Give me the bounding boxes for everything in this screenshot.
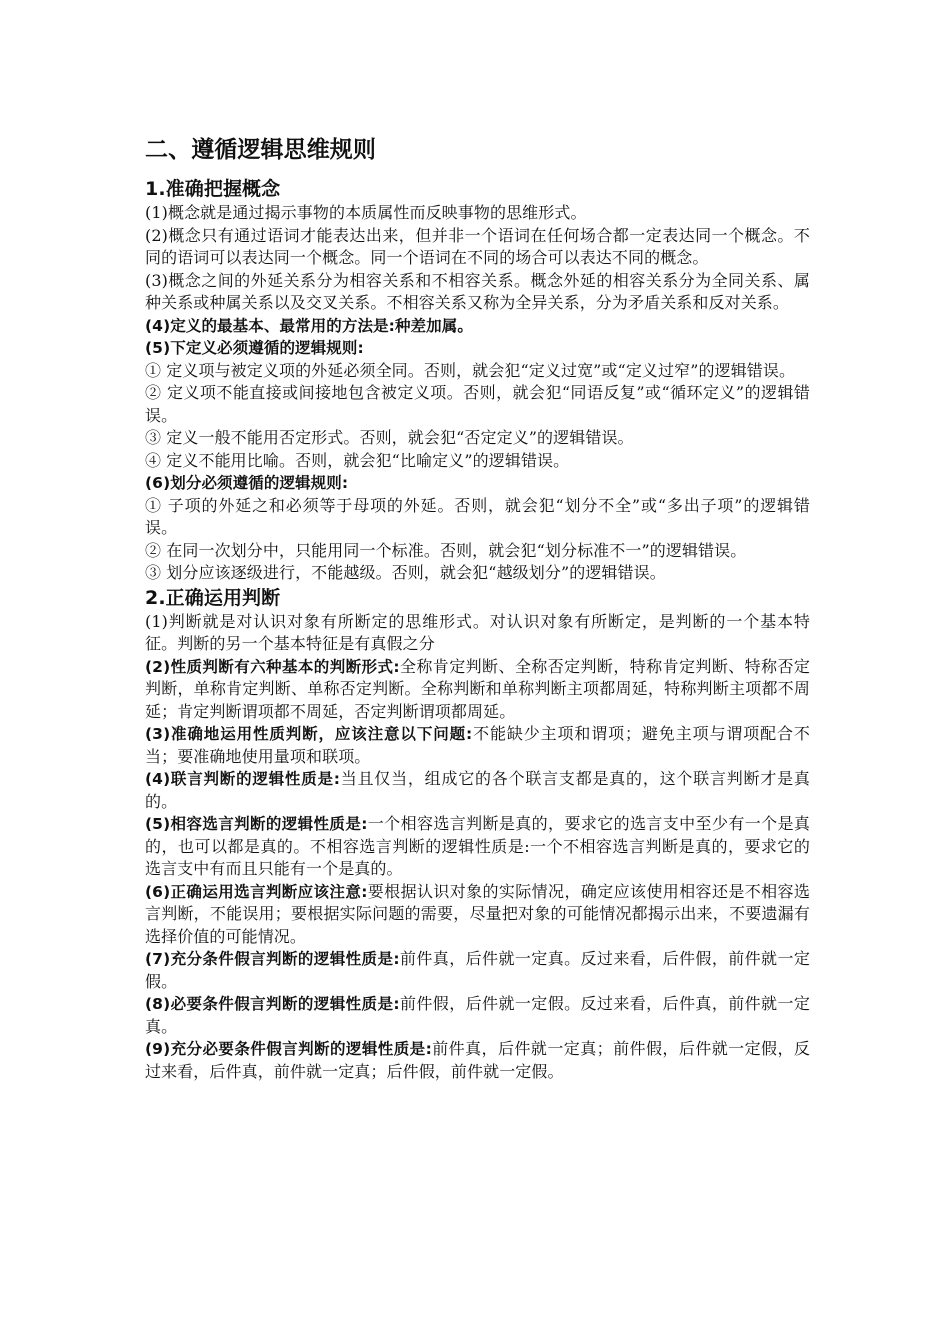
paragraph: (3)概念之间的外延关系分为相容关系和不相容关系。概念外延的相容关系分为全同关系、属种关系或种属关系以及交叉关系。不相容关系又称为全异关系，分为矛盾关系和反对关系。 bbox=[145, 270, 810, 312]
rule-item: ① 定义项与被定义项的外延必须全同。否则，就会犯“定义过宽”或“定义过窄”的逻辑错误。 bbox=[145, 360, 796, 380]
section-heading-concepts: 1.准确把握概念 bbox=[145, 178, 281, 200]
rule-item: ① 子项的外延之和必须等于母项的外延。否则，就会犯“划分不全”或“多出子项”的逻辑错误。 bbox=[145, 495, 810, 537]
page-title: 二、遵循逻辑思维规则 bbox=[145, 137, 376, 163]
bold-lead: (4)联言判断的逻辑性质是: bbox=[145, 770, 341, 788]
rule-item: ② 在同一次划分中，只能用同一个标准。否则，就会犯“划分标准不一”的逻辑错误。 bbox=[145, 540, 747, 560]
paragraph bbox=[145, 881, 810, 949]
paragraph-text: 前件真，后件就一定真；前件假，后件就一定假，反过来看，后件真，前件就一定真；后件假，前件就一定假。 bbox=[145, 1039, 810, 1081]
paragraph bbox=[145, 813, 810, 881]
paragraph bbox=[145, 723, 810, 768]
paragraph-text: 当且仅当，组成它的各个联言支都是真的，这个联言判断才是真的。 bbox=[145, 769, 810, 811]
paragraph-text: 要根据认识对象的实际情况，确定应该使用相容还是不相容选言判断，不能误用；要根据实际问题的需要，尽量把对象的可能情况都揭示出来，不要遗漏有选择价值的可能情况。 bbox=[145, 881, 810, 946]
bold-lead: (9)充分必要条件假言判断的逻辑性质是: bbox=[145, 1040, 432, 1058]
rule-item: ② 定义项不能直接或间接地包含被定义项。否则，就会犯“同语反复”或“循环定义”的逻辑错误。 bbox=[145, 383, 810, 425]
bold-lead: (3)准确地运用性质判断，应该注意以下问题: bbox=[145, 725, 473, 743]
bold-paragraph: (5)下定义必须遵循的逻辑规则: bbox=[145, 339, 364, 357]
paragraph-text: 前件假，后件就一定假。反过来看，后件真，前件就一定真。 bbox=[145, 994, 810, 1036]
rule-item: ④ 定义不能用比喻。否则，就会犯“比喻定义”的逻辑错误。 bbox=[145, 450, 570, 470]
document-page bbox=[145, 132, 810, 1083]
rule-item: ③ 定义一般不能用否定形式。否则，就会犯“否定定义”的逻辑错误。 bbox=[145, 428, 634, 447]
paragraph-text: 一个相容选言判断是真的，要求它的选言支中至少有一个是真的，也可以都是真的。不相容选言判断的逻辑性质是:一个不相容选言判断是真的，要求它的选言支中有而且只能有一个是真的。 bbox=[145, 814, 810, 878]
paragraph-text: 前件真，后件就一定真。反过来看，后件假，前件就一定假。 bbox=[145, 949, 810, 991]
paragraph: (1)概念就是通过揭示事物的本质属性而反映事物的思维形式。 bbox=[145, 203, 587, 222]
paragraph: (1)判断就是对认识对象有所断定的思维形式。对认识对象有所断定，是判断的一个基本特征。判断的另一个基本特征是有真假之分 bbox=[145, 611, 810, 653]
paragraph bbox=[145, 1038, 810, 1083]
bold-lead: (8)必要条件假言判断的逻辑性质是: bbox=[145, 995, 400, 1013]
paragraph bbox=[145, 993, 810, 1038]
rule-item: ③ 划分应该逐级进行，不能越级。否则，就会犯“越级划分”的逻辑错误。 bbox=[145, 563, 666, 582]
paragraph bbox=[145, 656, 810, 724]
bold-lead: (5)相容选言判断的逻辑性质是: bbox=[145, 815, 368, 833]
bold-paragraph: (6)划分必须遵循的逻辑规则: bbox=[145, 474, 349, 492]
bold-lead: (6)正确运用选言判断应该注意: bbox=[145, 882, 368, 901]
bold-lead: (7)充分条件假言判断的逻辑性质是: bbox=[145, 950, 400, 968]
section-heading-judgments: 2.正确运用判断 bbox=[145, 586, 281, 609]
paragraph: (2)概念只有通过语词才能表达出来，但并非一个语词在任何场合都一定表达同一个概念。不同的语词可以表达同一个概念。同一个语词在不同的场合可以表达不同的概念。 bbox=[145, 225, 810, 267]
bold-paragraph: (4)定义的最基本、最常用的方法是:种差加属。 bbox=[145, 316, 473, 335]
paragraph-text: 不能缺少主项和谓项；避免主项与谓项配合不当；要准确地使用量项和联项。 bbox=[145, 724, 810, 766]
paragraph bbox=[145, 948, 810, 993]
paragraph-text: 全称肯定判断、全称否定判断，特称肯定判断、特称否定判断，单称肯定判断、单称否定判断。全称判断和单称判断主项都周延，特称判断主项都不周延；肯定判断谓项都不周延，否定判断谓项都周延。 bbox=[145, 656, 810, 721]
bold-lead: (2)性质判断有六种基本的判断形式: bbox=[145, 657, 400, 676]
paragraph bbox=[145, 768, 810, 813]
